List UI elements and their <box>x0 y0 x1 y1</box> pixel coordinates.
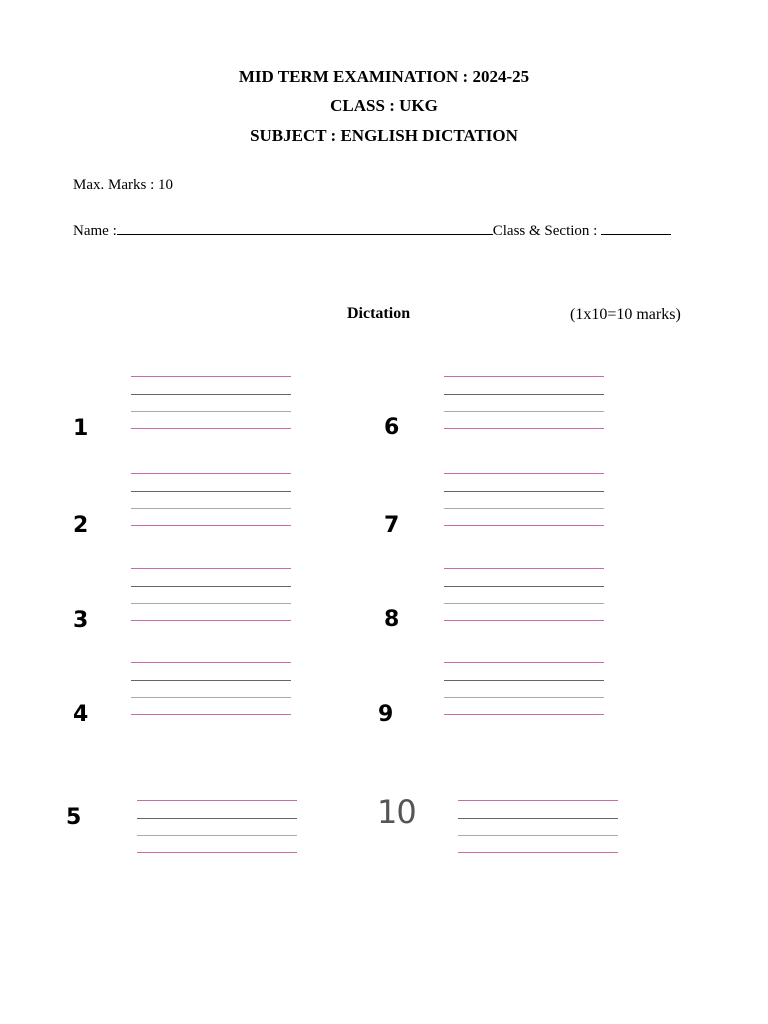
subject-heading: SUBJECT : ENGLISH DICTATION <box>250 126 518 145</box>
question-number-8: 8 <box>384 607 400 632</box>
writing-lines-3[interactable] <box>131 568 291 622</box>
question-number-4: 4 <box>73 702 89 727</box>
writing-lines-6[interactable] <box>444 376 604 430</box>
question-number-9: 9 <box>378 702 394 727</box>
name-blank[interactable] <box>117 220 493 235</box>
writing-lines-1[interactable] <box>131 376 291 430</box>
writing-lines-7[interactable] <box>444 473 604 527</box>
section-marks: (1x10=10 marks) <box>570 306 681 323</box>
writing-lines-8[interactable] <box>444 568 604 622</box>
question-number-10: 10 <box>377 793 416 831</box>
question-number-1: 1 <box>73 416 89 441</box>
writing-lines-4[interactable] <box>131 662 291 716</box>
class-heading: CLASS : UKG <box>330 96 438 115</box>
name-label: Name : <box>73 223 117 239</box>
question-number-7: 7 <box>384 513 400 538</box>
section-title: Dictation <box>347 305 411 322</box>
exam-title: MID TERM EXAMINATION : 2024-25 <box>238 67 530 86</box>
writing-lines-5[interactable] <box>137 800 297 854</box>
question-number-5: 5 <box>66 805 82 830</box>
writing-lines-9[interactable] <box>444 662 604 716</box>
writing-lines-10[interactable] <box>458 800 618 854</box>
student-info-row <box>73 220 671 240</box>
question-number-3: 3 <box>73 608 89 633</box>
max-marks: Max. Marks : 10 <box>73 177 173 193</box>
question-number-2: 2 <box>73 513 89 538</box>
question-number-6: 6 <box>384 415 400 440</box>
class-section-label: Class & Section : <box>492 223 598 239</box>
writing-lines-2[interactable] <box>131 473 291 527</box>
class-section-blank[interactable] <box>601 220 671 235</box>
